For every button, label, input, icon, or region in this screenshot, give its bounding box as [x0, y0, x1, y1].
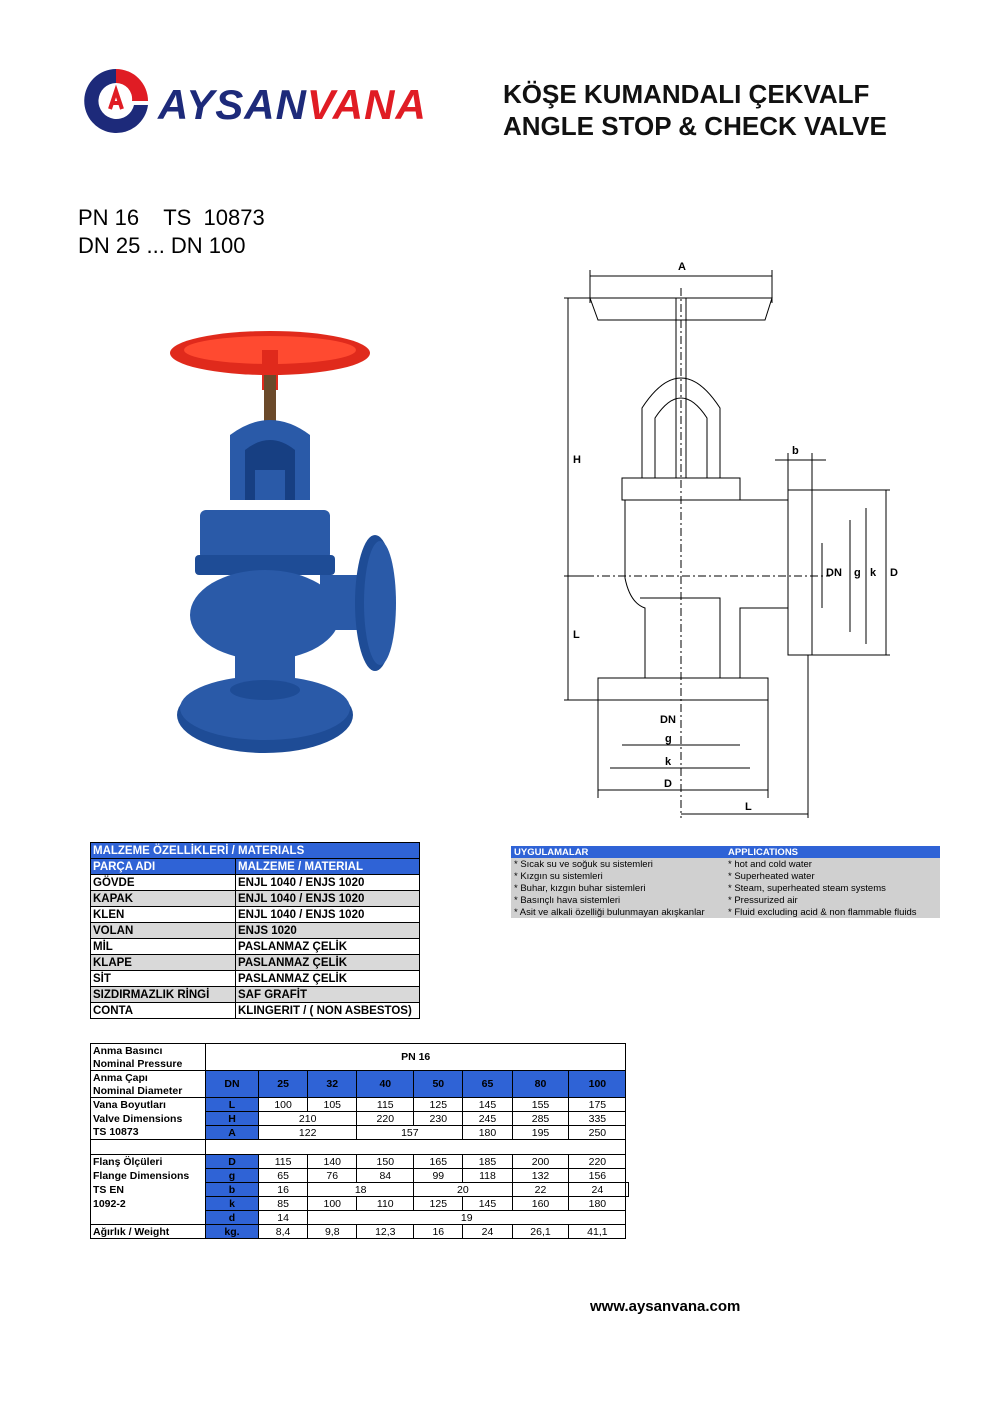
dim-value: 230 [414, 1112, 463, 1126]
nominal-diameter-label: Anma Çapı [91, 1071, 206, 1085]
dimensions-table [90, 1043, 629, 1239]
material-name: ENJL 1040 / ENJS 1020 [236, 891, 420, 907]
website-link[interactable]: www.aysanvana.com [590, 1298, 741, 1315]
application-tr: * Buhar, kızgın buhar sistemleri [511, 882, 725, 894]
list-item [511, 858, 940, 870]
part-name: KLAPE [91, 955, 236, 971]
dim-key: k [206, 1197, 259, 1211]
list-item [511, 894, 940, 906]
material-name: ENJL 1040 / ENJS 1020 [236, 907, 420, 923]
dim-value: 180 [463, 1126, 512, 1140]
brand-logo-icon [80, 65, 152, 137]
dim-value-empty [626, 1183, 629, 1197]
application-en: * Fluid excluding acid & non flammable fluids [725, 906, 940, 918]
dim-key: D [206, 1155, 259, 1169]
part-name: KLEN [91, 907, 236, 923]
technical-drawing [560, 258, 900, 823]
application-tr: * Kızgın su sistemleri [511, 870, 725, 882]
dim-value: 220 [569, 1155, 626, 1169]
dim-value: 122 [259, 1126, 357, 1140]
dim-value: 132 [512, 1169, 569, 1183]
weight-value: 12,3 [357, 1225, 414, 1239]
table-row [91, 1155, 629, 1169]
valve-photo [150, 320, 440, 760]
weight-label: Ağırlık / Weight [91, 1225, 206, 1239]
application-tr: * Asit ve alkali özelliği bulunmayan akışkanlar [511, 906, 725, 918]
dim-value: 16 [259, 1183, 308, 1197]
brand-name-part2: VANA [306, 81, 427, 128]
dim-value: 185 [463, 1155, 512, 1169]
size-header: 80 [512, 1071, 569, 1098]
part-name: GÖVDE [91, 875, 236, 891]
dim-value: 100 [308, 1197, 357, 1211]
dim-value: 210 [259, 1112, 357, 1126]
dim-value: 19 [308, 1211, 626, 1225]
flange-dimensions-label: Flanş Ölçüleri [91, 1155, 206, 1169]
dim-value: 24 [569, 1183, 626, 1197]
dim-value: 220 [357, 1112, 414, 1126]
valve-standard-label: TS 10873 [91, 1126, 206, 1140]
product-title-en: ANGLE STOP & CHECK VALVE [503, 111, 887, 141]
table-row [91, 987, 420, 1003]
dim-label-g-side: g [854, 567, 861, 579]
dim-key: b [206, 1183, 259, 1197]
size-header: 50 [414, 1071, 463, 1098]
dim-label-A: A [678, 261, 686, 273]
table-row [91, 1169, 629, 1183]
dim-value: 156 [569, 1169, 626, 1183]
spec-diameter-range: DN 25 ... DN 100 [78, 233, 246, 258]
dim-key: d [206, 1211, 259, 1225]
list-item [511, 870, 940, 882]
weight-value: 26,1 [512, 1225, 569, 1239]
dim-value: 99 [414, 1169, 463, 1183]
dim-value: 125 [414, 1197, 463, 1211]
size-header: 100 [569, 1071, 626, 1098]
dim-value: 335 [569, 1112, 626, 1126]
dim-label-DN-side: DN [826, 567, 842, 579]
application-en: * Pressurized air [725, 894, 940, 906]
part-name: SIZDIRMAZLIK RİNGİ [91, 987, 236, 1003]
table-row [91, 1044, 629, 1058]
applications-table [511, 846, 940, 918]
material-name: KLINGERIT / ( NON ASBESTOS) [236, 1003, 420, 1019]
dim-label-L-vertical: L [573, 629, 580, 641]
brand-name [158, 82, 427, 128]
table-row [91, 939, 420, 955]
materials-col-material: MALZEME / MATERIAL [236, 859, 420, 875]
material-name: SAF GRAFİT [236, 987, 420, 1003]
application-en: * Steam, superheated steam systems [725, 882, 940, 894]
dim-value: 115 [259, 1155, 308, 1169]
material-name: PASLANMAZ ÇELİK [236, 939, 420, 955]
part-name: CONTA [91, 1003, 236, 1019]
dim-value: 155 [512, 1098, 569, 1112]
nominal-pressure-label: Anma Basıncı [91, 1044, 206, 1058]
dim-key: A [206, 1126, 259, 1140]
table-spacer-row [91, 1140, 629, 1155]
valve-dimensions-label: Vana Boyutları [91, 1098, 206, 1112]
table-row [91, 971, 420, 987]
table-row [91, 1003, 420, 1019]
dim-value: 175 [569, 1098, 626, 1112]
dim-value: 118 [463, 1169, 512, 1183]
size-header: 65 [463, 1071, 512, 1098]
table-row [91, 955, 420, 971]
dim-value: 110 [357, 1197, 414, 1211]
part-name: SİT [91, 971, 236, 987]
dim-value: 285 [512, 1112, 569, 1126]
part-name: KAPAK [91, 891, 236, 907]
materials-col-part: PARÇA ADI [91, 859, 236, 875]
dim-label-D-bottom: D [664, 778, 672, 790]
application-tr: * Basınçlı hava sistemleri [511, 894, 725, 906]
nominal-diameter-label-en: Nominal Diameter [91, 1084, 206, 1098]
dim-value: 14 [259, 1211, 308, 1225]
dim-value: 160 [512, 1197, 569, 1211]
dim-value: 115 [357, 1098, 414, 1112]
dim-value: 22 [512, 1183, 569, 1197]
brand-name-part1: AYSAN [158, 81, 307, 128]
material-name: PASLANMAZ ÇELİK [236, 971, 420, 987]
product-title-tr: KÖŞE KUMANDALI ÇEKVALF [503, 79, 870, 109]
weight-unit: kg. [206, 1225, 259, 1239]
dim-value: 200 [512, 1155, 569, 1169]
size-header: 25 [259, 1071, 308, 1098]
dim-value: 145 [463, 1197, 512, 1211]
dim-value: 180 [569, 1197, 626, 1211]
table-row [91, 1211, 629, 1225]
table-row [91, 1183, 629, 1197]
table-row [91, 1112, 629, 1126]
dim-value: 165 [414, 1155, 463, 1169]
flange-standard-label: TS EN [91, 1183, 206, 1197]
table-row [91, 1071, 629, 1085]
dim-value: 65 [259, 1169, 308, 1183]
table-row [91, 1126, 629, 1140]
part-name: MİL [91, 939, 236, 955]
product-specs [78, 204, 265, 260]
dim-value: 245 [463, 1112, 512, 1126]
table-row [91, 1197, 629, 1211]
dim-value: 20 [414, 1183, 512, 1197]
dim-value: 157 [357, 1126, 463, 1140]
table-row [91, 891, 420, 907]
table-row [91, 1225, 629, 1239]
size-header: 40 [357, 1071, 414, 1098]
dn-header: DN [206, 1071, 259, 1098]
dim-value: 84 [357, 1169, 414, 1183]
weight-value: 9,8 [308, 1225, 357, 1239]
dim-label-k-side: k [870, 567, 877, 579]
application-tr: * Sıcak su ve soğuk su sistemleri [511, 858, 725, 870]
weight-value: 24 [463, 1225, 512, 1239]
table-row [91, 923, 420, 939]
dim-label-DN-bottom: DN [660, 714, 676, 726]
dim-value: 105 [308, 1098, 357, 1112]
dim-key: g [206, 1169, 259, 1183]
size-header: 32 [308, 1071, 357, 1098]
dim-value: 145 [463, 1098, 512, 1112]
flange-dimensions-label-en: Flange Dimensions [91, 1169, 206, 1183]
dim-value: 76 [308, 1169, 357, 1183]
list-item [511, 906, 940, 918]
weight-value: 8,4 [259, 1225, 308, 1239]
table-row [91, 1098, 629, 1112]
nominal-pressure-value: PN 16 [206, 1044, 626, 1071]
applications-header-en: APPLICATIONS [725, 846, 940, 858]
spec-pressure: PN 16 TS 10873 [78, 205, 265, 230]
table-row [91, 907, 420, 923]
dim-value: 18 [308, 1183, 414, 1197]
application-en: * hot and cold water [725, 858, 940, 870]
valve-dimensions-label-en: Valve Dimensions [91, 1112, 206, 1126]
nominal-pressure-label-en: Nominal Pressure [91, 1057, 206, 1071]
material-name: PASLANMAZ ÇELİK [236, 955, 420, 971]
applications-header-tr: UYGULAMALAR [511, 846, 725, 858]
list-item [511, 882, 940, 894]
dim-label-H: H [573, 454, 581, 466]
dim-value: 250 [569, 1126, 626, 1140]
flange-standard-number: 1092-2 [91, 1197, 206, 1211]
product-title [503, 78, 887, 142]
dim-value: 100 [259, 1098, 308, 1112]
dim-value: 150 [357, 1155, 414, 1169]
material-name: ENJS 1020 [236, 923, 420, 939]
dim-value: 125 [414, 1098, 463, 1112]
dim-label-D-side: D [890, 567, 898, 579]
dim-value: 195 [512, 1126, 569, 1140]
materials-table [90, 842, 420, 1019]
dim-key: L [206, 1098, 259, 1112]
application-en: * Superheated water [725, 870, 940, 882]
weight-value: 16 [414, 1225, 463, 1239]
materials-header: MALZEME ÖZELLİKLERİ / MATERIALS [91, 843, 420, 859]
dim-value: 85 [259, 1197, 308, 1211]
dim-label-L-bottom: L [745, 801, 752, 813]
weight-value: 41,1 [569, 1225, 626, 1239]
dim-value: 140 [308, 1155, 357, 1169]
dim-label-g-bottom: g [665, 733, 672, 745]
dim-label-b: b [792, 445, 799, 457]
part-name: VOLAN [91, 923, 236, 939]
table-row [91, 875, 420, 891]
dim-label-k-bottom: k [665, 756, 672, 768]
material-name: ENJL 1040 / ENJS 1020 [236, 875, 420, 891]
dim-key: H [206, 1112, 259, 1126]
